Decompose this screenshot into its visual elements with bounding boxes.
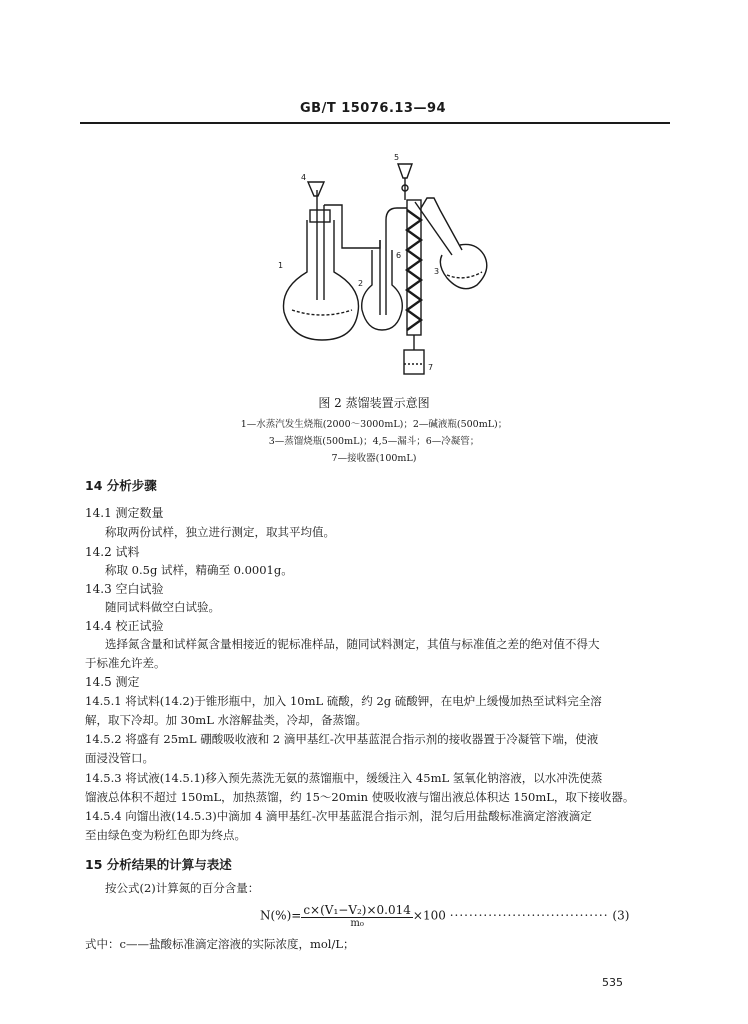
section-14-5-1-line-1: 14.5.1 将试料(14.2)于锥形瓶中，加入 10mL 硫酸，约 2g 硫酸钾，在电炉上缓慢加热至试料完全溶	[85, 694, 602, 708]
distillation-flask	[440, 244, 486, 288]
formula-fraction	[301, 903, 413, 929]
section-15-intro: 按公式(2)计算氮的百分含量：	[105, 881, 260, 895]
callout-4: 4	[301, 173, 307, 182]
figure-legend-line-2: 3—蒸馏烧瓶(500mL)；4,5—漏斗；6—冷凝管；	[268, 436, 480, 447]
formula-rhs: ×100	[412, 908, 446, 923]
section-14-4-text-1: 选择氮含量和试样氮含量相接近的铌标准样品，随同试料测定，其值与标准值之差的绝对值不得大	[105, 637, 600, 651]
section-14-5-3-line-2: 馏液总体积不超过 150mL，加热蒸馏，约 15～20min 使吸收液与馏出液总体积达 150mL，取下接收器。	[85, 790, 635, 804]
section-15-heading: 15 分析结果的计算与表述	[85, 857, 232, 872]
callout-2: 2	[358, 279, 364, 288]
formula-denominator: m₀	[350, 918, 364, 929]
page-number: 535	[602, 976, 623, 989]
receiver	[404, 350, 424, 374]
alkali-bottle	[362, 250, 403, 330]
section-14-1-text: 称取两份试样，独立进行测定，取其平均值。	[105, 525, 335, 539]
section-14-5-heading: 14.5 测定	[85, 675, 140, 689]
standard-code: GB/T 15076.13—94	[300, 101, 447, 116]
figure-legend-line-3: 7—接收器(100mL)	[331, 453, 417, 464]
section-14-5-4-line-1: 14.5.4 向馏出液(14.5.3)中滴加 4 滴甲基红-次甲基蓝混合指示剂，混匀后用盐酸标准滴定溶液滴定	[85, 809, 592, 823]
formula-lhs: N(%)=	[260, 908, 302, 923]
callout-6: 6	[396, 251, 402, 260]
figure-title: 图 2 蒸馏装置示意图	[318, 396, 430, 410]
formula-3	[260, 903, 629, 929]
header-rule	[80, 122, 670, 124]
callout-5: 5	[394, 153, 400, 162]
distillation-apparatus-figure	[272, 150, 502, 380]
section-14-5-1-line-2: 解，取下冷却。加 30mL 水溶解盐类，冷却，备蒸馏。	[85, 713, 367, 727]
section-14-4-text-2: 于标准允许差。	[85, 656, 166, 670]
steam-generator-flask	[283, 220, 358, 340]
section-15-where: 式中：c——盐酸标准滴定溶液的实际浓度，mol/L；	[85, 937, 355, 951]
section-14-2-text: 称取 0.5g 试样，精确至 0.0001g。	[105, 563, 293, 577]
section-14-3-text: 随同试料做空白试验。	[105, 600, 220, 614]
section-14-4-heading: 14.4 校正试验	[85, 619, 164, 633]
section-14-1-heading: 14.1 测定数量	[85, 506, 164, 520]
funnel-5	[398, 164, 412, 178]
section-14-5-2-line-1: 14.5.2 将盛有 25mL 硼酸吸收液和 2 滴甲基红-次甲基蓝混合指示剂的接收器置于冷凝管下端，使液	[85, 732, 599, 746]
figure-legend-line-1: 1—水蒸汽发生烧瓶(2000～3000mL)；2—碱液瓶(500mL)；	[240, 419, 508, 430]
callout-3: 3	[434, 267, 440, 276]
callout-1: 1	[278, 261, 284, 270]
section-14-5-4-line-2: 至由绿色变为粉红色即为终点。	[85, 828, 246, 842]
formula-number: (3)	[612, 908, 630, 923]
section-14-2-heading: 14.2 试料	[85, 545, 140, 559]
section-14-5-2-line-2: 面浸没管口。	[85, 751, 154, 765]
section-14-5-3-line-1: 14.5.3 将试液(14.5.1)移入预先蒸洗无氨的蒸馏瓶中，缓缓注入 45mL 氢氧化钠溶液，以水冲洗使蒸	[85, 771, 603, 785]
funnel-4	[308, 182, 324, 196]
section-14-3-heading: 14.3 空白试验	[85, 582, 164, 596]
formula-numerator: c×(V₁−V₂)×0.014	[303, 903, 411, 917]
formula-leader-dots: ·································	[449, 908, 609, 923]
section-14-heading: 14 分析步骤	[85, 478, 157, 493]
callout-7: 7	[428, 363, 434, 372]
